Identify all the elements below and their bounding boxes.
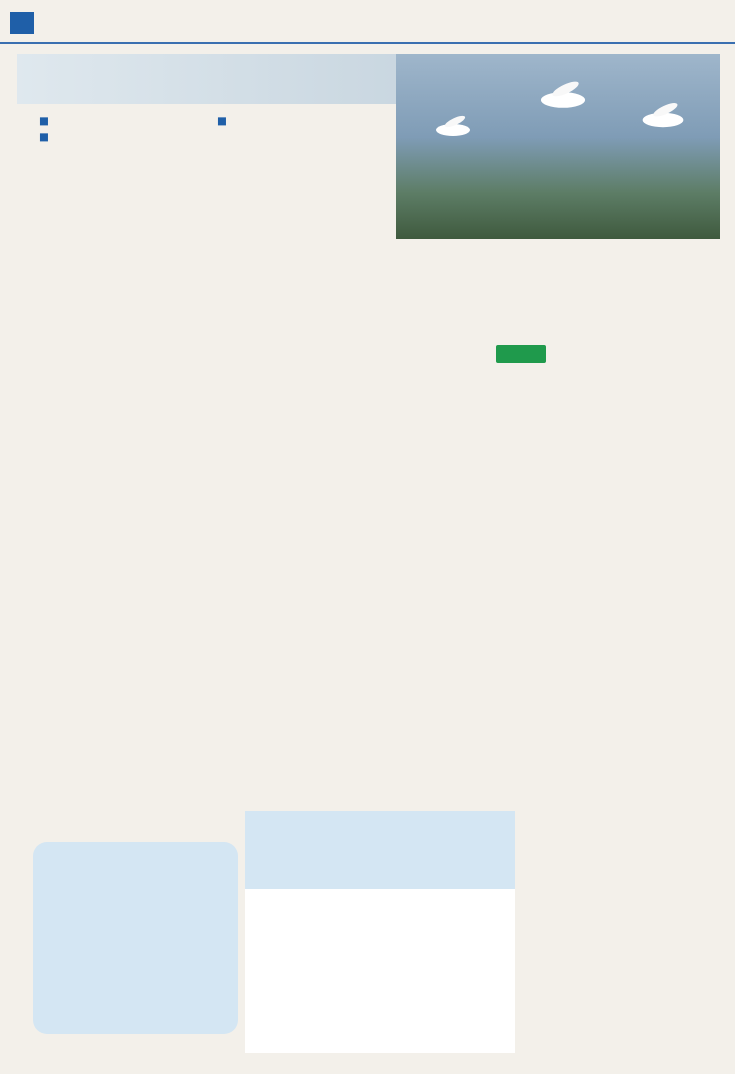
subheading-2 — [18, 130, 190, 144]
article-column-2 — [196, 112, 362, 710]
ibis-bird-icon — [436, 124, 470, 136]
article-column-3 — [368, 243, 720, 338]
system-ranking-card — [245, 811, 515, 1053]
link-badge — [496, 345, 546, 363]
wechat-ranking-card — [33, 842, 238, 1034]
article-column-1 — [18, 112, 190, 710]
sidebar-column — [496, 372, 718, 707]
ibis-bird-icon — [643, 113, 684, 127]
page-header — [0, 0, 735, 44]
ibis-photo — [396, 54, 720, 239]
ibis-bird-icon — [541, 92, 585, 108]
subheading-1 — [18, 114, 190, 128]
system-card-header — [245, 811, 515, 889]
page-number — [10, 12, 34, 34]
subheading-3 — [196, 114, 362, 128]
